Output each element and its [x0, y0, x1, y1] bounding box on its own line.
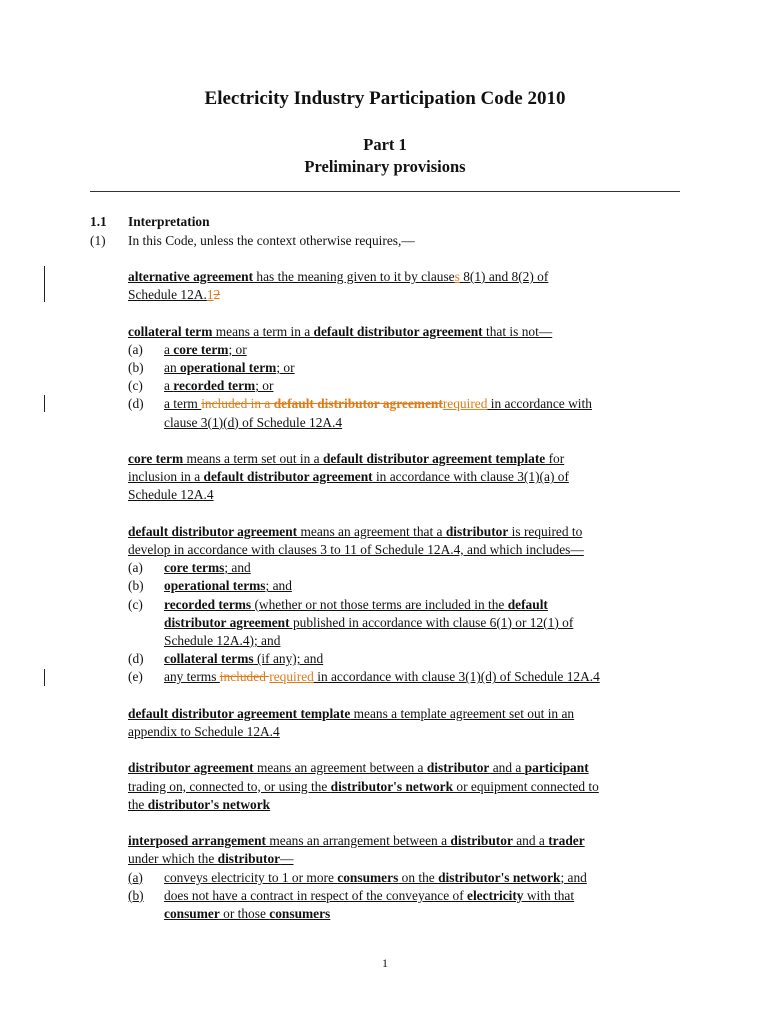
- item-text: an: [164, 360, 180, 375]
- definition-text: means a term in a: [212, 323, 314, 339]
- definition-default-distributor-agreement: [128, 523, 688, 687]
- item-label: (b): [128, 360, 144, 375]
- definition-text: 8(1) and 8(2) of: [459, 269, 549, 284]
- item-text: published in accordance with clause 6(1) or 12(1) of: [289, 614, 574, 630]
- defined-term: interposed arrangement: [128, 833, 266, 849]
- list-item: [128, 341, 688, 359]
- inserted-text: 1: [206, 287, 214, 303]
- definition-text: means an agreement between a: [253, 760, 427, 776]
- bold-term: recorded term: [173, 378, 256, 394]
- inserted-text: required: [442, 396, 488, 412]
- definition-text: and a: [512, 833, 549, 849]
- deleted-text: 2: [213, 287, 221, 303]
- item-text: ; or: [276, 360, 295, 375]
- inserted-text: required: [269, 669, 314, 685]
- bold-term: default distributor agreement: [203, 469, 373, 485]
- bold-term: distributor: [445, 523, 509, 539]
- item-label: (c): [128, 596, 143, 612]
- definition-text: appendix to Schedule 12A.4: [128, 724, 280, 740]
- list-item: [128, 377, 688, 395]
- definition-interposed-arrangement: [128, 832, 688, 923]
- subclause-number: (1): [90, 233, 106, 248]
- bold-term: core term: [173, 341, 229, 357]
- definition-text: Schedule 12A.: [128, 287, 207, 303]
- item-text: ; or: [255, 378, 274, 394]
- item-label: (e): [128, 669, 143, 685]
- item-text: in accordance with clause 3(1)(d) of Schedule 12A.4: [313, 669, 600, 685]
- bold-term: default: [507, 596, 548, 612]
- defined-term: collateral term: [128, 323, 213, 339]
- page-number: 1: [382, 956, 388, 970]
- definition-text: means a term set out in a: [183, 451, 323, 466]
- item-text: (whether or not those terms are included in the: [251, 596, 508, 612]
- item-label: (d): [128, 651, 144, 667]
- bold-term: distributor's network: [330, 778, 454, 794]
- inserted-text: s: [454, 269, 460, 284]
- list-item: [128, 650, 688, 668]
- item-text: in accordance with: [487, 396, 592, 412]
- item-text: conveys electricity to 1 or more: [164, 869, 338, 885]
- deleted-text: included: [219, 669, 270, 685]
- definition-text: for: [545, 451, 565, 466]
- bold-term: default distributor agreement template: [322, 451, 546, 466]
- definition-alternative-agreement: [128, 268, 688, 304]
- deleted-text: default distributor agreement: [273, 396, 443, 412]
- bold-term: operational term: [180, 360, 277, 375]
- bold-term: default distributor agreement: [313, 323, 483, 339]
- item-label: (b): [128, 887, 144, 903]
- part-heading: [0, 134, 770, 178]
- definitions-list: [128, 268, 688, 941]
- bold-term: distributor: [426, 760, 490, 776]
- deleted-text: included in a: [201, 396, 274, 412]
- definition-text: trading on, connected to, or using the: [128, 778, 331, 794]
- definition-text: the: [128, 796, 148, 812]
- bold-term: consumers: [337, 869, 399, 885]
- part-number: Part 1: [363, 135, 407, 154]
- subclause-text: In this Code, unless the context otherwise requires,—: [128, 233, 415, 248]
- defined-term: core term: [128, 451, 184, 466]
- definition-text: —: [280, 851, 294, 867]
- bold-term: participant: [524, 760, 589, 776]
- bold-term: distributor's network: [438, 869, 561, 885]
- definition-core-term: [128, 450, 688, 505]
- bold-term: distributor's network: [147, 796, 271, 812]
- section-title: Interpretation: [128, 214, 210, 229]
- definition-text: is required to: [508, 523, 583, 539]
- bold-term: consumer: [164, 906, 220, 922]
- item-text: on the: [398, 869, 439, 885]
- change-bar: [44, 395, 45, 412]
- bold-term: recorded terms: [164, 596, 252, 612]
- item-text: with that: [523, 887, 575, 903]
- definition-text: Schedule 12A.4: [128, 487, 214, 503]
- bold-term: electricity: [467, 887, 524, 903]
- list-item: [128, 559, 688, 577]
- item-label: (a): [128, 560, 143, 576]
- item-text: ; and: [560, 869, 587, 885]
- bold-term: distributor: [450, 833, 513, 849]
- item-label: (c): [128, 378, 143, 394]
- heading-rule: [90, 191, 680, 192]
- definition-text: means an agreement that a: [297, 523, 446, 539]
- list-item: [128, 887, 688, 923]
- bold-term: core terms: [164, 560, 225, 576]
- definition-collateral-term: [128, 323, 688, 432]
- item-text: clause 3(1)(d) of Schedule 12A.4: [164, 414, 343, 430]
- item-text: does not have a contract in respect of the conveyance of: [164, 887, 468, 903]
- list-item: [128, 869, 688, 887]
- bold-term: operational terms: [164, 578, 266, 594]
- part-name: Preliminary provisions: [304, 157, 466, 176]
- defined-term: default distributor agreement: [128, 523, 298, 539]
- change-bar: [44, 669, 45, 686]
- definition-default-distributor-agreement-template: [128, 705, 688, 741]
- definition-text: and a: [489, 760, 525, 776]
- definition-distributor-agreement: [128, 759, 688, 814]
- bold-term: consumers: [269, 906, 331, 922]
- list-item: [128, 577, 688, 595]
- list-item: [128, 359, 688, 377]
- item-text: a term: [164, 396, 202, 412]
- item-text: ; and: [265, 578, 292, 594]
- bold-term: trader: [548, 833, 585, 849]
- item-label: (a): [128, 341, 143, 357]
- item-text: any terms: [164, 669, 220, 685]
- change-bar: [44, 266, 45, 302]
- item-text: ; or: [228, 341, 247, 357]
- item-label: (d): [128, 396, 144, 412]
- item-text: a: [164, 341, 174, 357]
- bold-term: distributor: [217, 851, 281, 867]
- item-label: (b): [128, 578, 144, 594]
- definition-text: or equipment connected to: [453, 778, 599, 794]
- defined-term: default distributor agreement template: [128, 705, 351, 721]
- section-number: 1.1: [90, 214, 107, 229]
- item-text: a: [164, 378, 174, 394]
- document-title: Electricity Industry Participation Code 2010: [204, 88, 566, 109]
- item-label: (a): [128, 869, 143, 885]
- item-text: Schedule 12A.4); and: [164, 633, 281, 649]
- item-text: or those: [219, 906, 270, 922]
- definition-text: that is not—: [482, 323, 553, 339]
- bold-term: distributor agreement: [164, 614, 290, 630]
- definition-text: has the meaning given to it by clause: [253, 269, 455, 284]
- bold-term: collateral terms: [164, 651, 254, 667]
- item-text: ; and: [224, 560, 251, 576]
- definition-text: means a template agreement set out in an: [350, 705, 575, 721]
- defined-term: alternative agreement: [128, 269, 254, 284]
- definition-text: under which the: [128, 851, 218, 867]
- list-item: [128, 596, 688, 651]
- item-text: (if any); and: [253, 651, 324, 667]
- definition-text: inclusion in a: [128, 469, 204, 485]
- definition-text: develop in accordance with clauses 3 to 11 of Schedule 12A.4, and which includes—: [128, 542, 584, 557]
- definition-text: means an arrangement between a: [265, 833, 451, 849]
- list-item: [128, 395, 688, 431]
- list-item: [128, 668, 688, 686]
- defined-term: distributor agreement: [128, 760, 254, 776]
- definition-text: in accordance with clause 3(1)(a) of: [372, 469, 569, 485]
